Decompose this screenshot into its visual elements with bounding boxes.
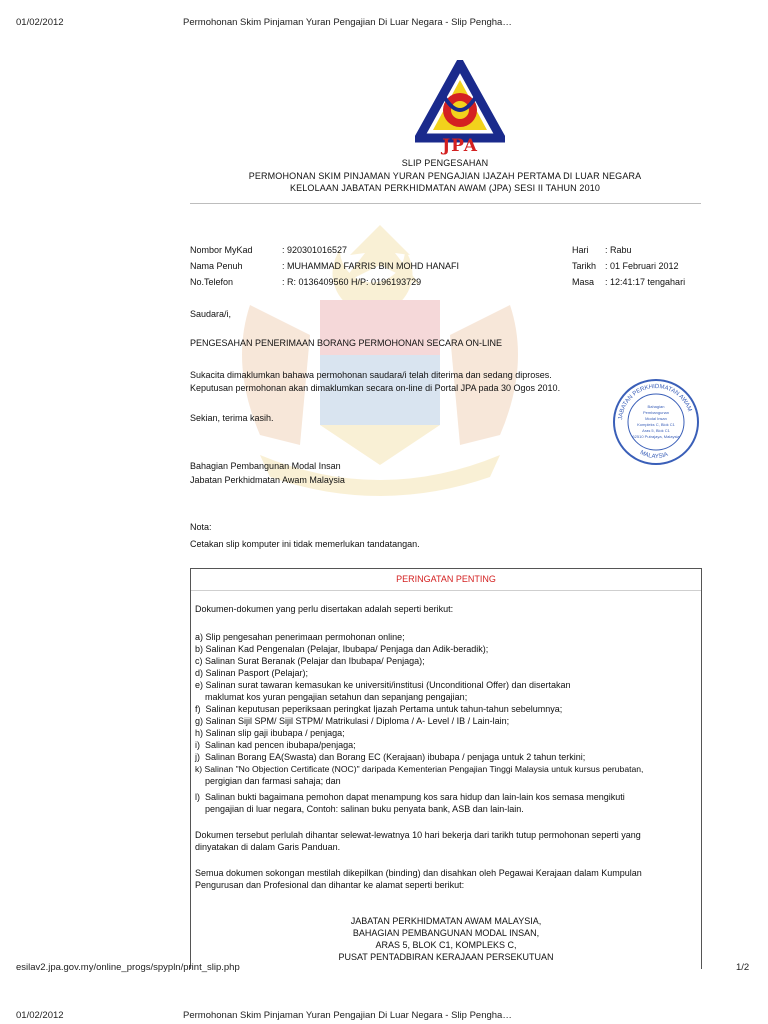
binding-para-line-2: Pengurusan dan Profesional dan dihantar ke alamat seperti berikut: — [195, 880, 465, 890]
doc-item: k) Salinan "No Objection Certificate (NOC)" daripada Kementerian Pengajian Tinggi Malaysia untuk kursus perubatan, — [195, 764, 644, 774]
important-notice-box — [190, 568, 702, 969]
mykad-label: Nombor MyKad — [190, 245, 253, 255]
doc-item: g) Salinan Sijil SPM/ Sijil STPM/ Matrikulasi / Diploma / A- Level / IB / Lain-lain; — [195, 716, 510, 726]
binding-para-line-1: Semua dokumen sokongan mestilah dikepilkan (binding) dan disahkan oleh Pegawai Kerajaan dalam Kumpulan — [195, 868, 642, 878]
print-date: 01/02/2012 — [16, 17, 64, 28]
notice-title: PERINGATAN PENTING — [396, 574, 496, 584]
signature-agency: Jabatan Perkhidmatan Awam Malaysia — [190, 475, 345, 485]
jpa-logo-text: JPA — [442, 136, 478, 156]
phone-label: No.Telefon — [190, 277, 234, 287]
address-line: PUSAT PENTADBIRAN KERAJAAN PERSEKUTUAN — [338, 952, 554, 962]
phone-value: : R: 0136409560 H/P: 0196193729 — [282, 277, 422, 287]
doc-item: pergigian dan farmasi sahaja; dan — [195, 776, 341, 786]
doc-item: b) Salinan Kad Pengenalan (Pelajar, Ibubapa/ Penjaga dan Adik-beradik); — [195, 644, 489, 654]
date-value: : 01 Februari 2012 — [605, 261, 679, 271]
notice-para-2: Keputusan permohonan akan dimaklumkan secara on-line di Portal JPA pada 30 Ogos 2010. — [190, 383, 561, 393]
doc-item: j) Salinan Borang EA(Swasta) dan Borang EC (Kerajaan) ibubapa / penjaga untuk 2 tahun terkini; — [195, 752, 586, 762]
nota-label: Nota: — [190, 522, 212, 532]
stamp-inner-2: Pembangunan — [642, 410, 670, 415]
deadline-para-line-2: dinyatakan di dalam Garis Panduan. — [195, 842, 341, 852]
page-number: 1/2 — [736, 962, 750, 973]
next-page-date: 01/02/2012 — [16, 1010, 64, 1021]
date-label: Tarikh — [572, 261, 597, 271]
print-url: esilav2.jpa.gov.my/online_progs/spypln/print_slip.php — [16, 962, 240, 973]
doc-item: a) Slip pengesahan penerimaan permohonan online; — [195, 632, 405, 642]
doc-item: i) Salinan kad pencen ibubapa/penjaga; — [195, 740, 356, 750]
stamp-ring-bottom: MALAYSIA — [638, 449, 669, 461]
doc-item: d) Salinan Pasport (Pelajar); — [195, 668, 309, 678]
name-label: Nama Penuh — [190, 261, 243, 271]
name-value: : MUHAMMAD FARRIS BIN MOHD HANAFI — [282, 261, 460, 271]
slip-title: SLIP PENGESAHAN — [401, 158, 489, 168]
stamp-inner-4: Kompleks C, Blok C1 — [637, 422, 675, 427]
day-label: Hari — [572, 245, 589, 255]
stamp-inner-6: 62510 Putrajaya, Malaysia — [632, 434, 680, 439]
mykad-value: : 920301016527 — [282, 245, 348, 255]
doc-item: pengajian di luar negara, Contoh: salinan buku penyata bank, ASB dan lain-lain. — [195, 804, 524, 814]
doc-item: c) Salinan Surat Beranak (Pelajar dan Ibubapa/ Penjaga); — [195, 656, 425, 666]
next-page-title: Permohonan Skim Pinjaman Yuran Pengajian Di Luar Negara - Slip Pengha… — [183, 1010, 512, 1021]
stamp-ring-bottom-text — [639, 450, 669, 460]
time-label: Masa — [572, 277, 595, 287]
address-line: JABATAN PERKHIDMATAN AWAM MALAYSIA, — [350, 916, 542, 926]
doc-item: h) Salinan slip gaji ibubapa / penjaga; — [195, 728, 345, 738]
doc-item: f) Salinan keputusan peperiksaan peringkat Ijazah Pertama untuk tahun-tahun sebelumnya; — [195, 704, 563, 714]
slip-subtitle: PERMOHONAN SKIM PINJAMAN YURAN PENGAJIAN IJAZAH PERTAMA DI LUAR NEGARA — [248, 171, 642, 181]
stamp-ring-top: JABATAN PERKHIDMATAN AWAM — [618, 383, 693, 421]
closing: Sekian, terima kasih. — [190, 413, 274, 423]
notice-title-divider — [191, 590, 701, 591]
print-title: Permohonan Skim Pinjaman Yuran Pengajian Di Luar Negara - Slip Pengha… — [183, 17, 512, 28]
deadline-para-line-1: Dokumen tersebut perlulah dihantar selewat-lewatnya 10 hari bekerja dari tarikh tutup permohonan seperti yang — [195, 830, 641, 840]
greeting: Saudara/i, — [190, 309, 232, 319]
notice-para-1: Sukacita dimaklumkan bahawa permohonan saudara/i telah diterima dan sedang diproses. — [190, 370, 552, 380]
address-line: ARAS 5, BLOK C1, KOMPLEKS C, — [375, 940, 517, 950]
doc-item: e) Salinan surat tawaran kemasukan ke universiti/institusi (Unconditional Offer) dan disertakan — [195, 680, 571, 690]
nota-text: Cetakan slip komputer ini tidak memerlukan tandatangan. — [190, 539, 420, 549]
heading-divider — [190, 203, 701, 204]
doc-item: l) Salinan bukti bagaimana pemohon dapat menampung kos sara hidup dan lain-lain kos semasa mengikuti — [195, 792, 625, 802]
stamp-inner-5: Aras 5, Blok C1 — [642, 428, 670, 433]
notice-intro: Dokumen-dokumen yang perlu disertakan adalah seperti berikut: — [195, 604, 454, 614]
doc-item: maklumat kos yuran pengajian setahun dan sepanjang pengajian; — [195, 692, 468, 702]
stamp-inner-1: Bahagian — [647, 404, 665, 409]
official-stamp — [612, 378, 700, 466]
day-value: : Rabu — [605, 245, 632, 255]
address-line: BAHAGIAN PEMBANGUNAN MODAL INSAN, — [352, 928, 540, 938]
stamp-inner-3: Modal Insan — [645, 416, 667, 421]
time-value: : 12:41:17 tengahari — [605, 277, 686, 287]
signature-dept: Bahagian Pembangunan Modal Insan — [190, 461, 341, 471]
slip-session: KELOLAAN JABATAN PERKHIDMATAN AWAM (JPA) SESI II TAHUN 2010 — [289, 183, 601, 193]
subject-line: PENGESAHAN PENERIMAAN BORANG PERMOHONAN SECARA ON-LINE — [190, 338, 503, 348]
